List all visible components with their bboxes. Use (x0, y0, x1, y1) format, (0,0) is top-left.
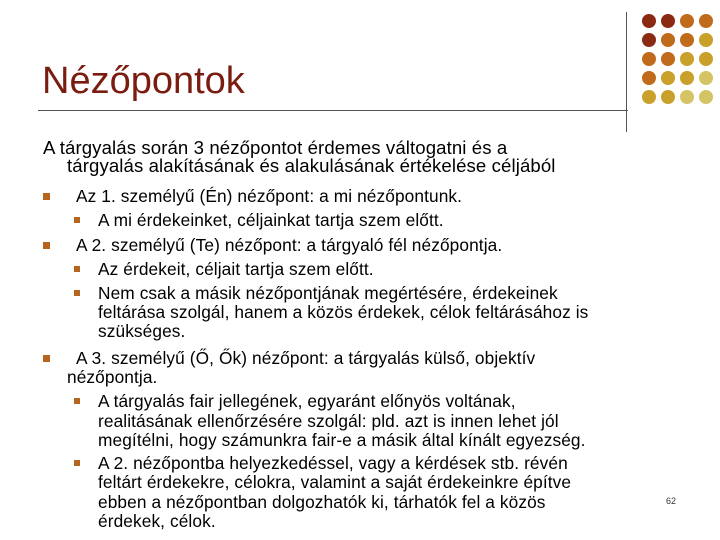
list-item-text: A 2. személyű (Te) nézőpont: a tárgyaló fél nézőpontja. (76, 235, 503, 255)
sub-list-item-text: szükséges. (98, 321, 186, 341)
sub-bullet-icon (74, 290, 80, 296)
sub-bullet-icon (74, 217, 80, 223)
intro-text-line: A tárgyalás során 3 nézőpontot érdemes váltogatni és a (43, 137, 508, 158)
sub-bullet-icon (74, 266, 80, 272)
sub-list-item-text: érdekek, célok. (98, 511, 216, 531)
slide-title: Nézőpontok (42, 60, 245, 102)
bullet-icon (43, 242, 50, 249)
bullet-icon (43, 355, 50, 362)
sub-list-item-text: A 2. nézőpontba helyezkedéssel, vagy a kérdések stb. révén (98, 453, 568, 473)
bullet-icon (43, 193, 50, 200)
sub-list-item-text: Az érdekeit, céljait tartja szem előtt. (98, 259, 374, 279)
sub-list-item-text: Nem csak a másik nézőpontjának megértésére, érdekeinek (98, 283, 558, 303)
sub-list-item-text: feltárása szolgál, hanem a közös érdekek, célok feltárásához is (98, 302, 589, 322)
sub-list-item-text: ebben a nézőpontban dolgozhatók ki, tárhatók fel a közös (98, 492, 546, 512)
sub-bullet-icon (74, 460, 80, 466)
sub-list-item-text: megítélni, hogy számunkra fair-e a másik által kínált egyezség. (98, 430, 586, 450)
sub-list-item-text: A mi érdekeinket, céljainkat tartja szem előtt. (98, 210, 444, 230)
sub-list-item-text: realitásának ellenőrzésére szolgál: pld. azt is innen lehet jól (98, 411, 559, 431)
sub-list-item-text: A tárgyalás fair jellegének, egyaránt előnyös voltának, (98, 391, 516, 411)
slide-number: 62 (666, 496, 677, 506)
list-item-text: nézőpontja. (67, 367, 158, 387)
list-item-text: Az 1. személyű (Én) nézőpont: a mi nézőpontunk. (76, 186, 463, 206)
intro-text-line: tárgyalás alakításának és alakulásának értékelése céljából (67, 155, 556, 176)
list-item-text: A 3. személyű (Ő, Ők) nézőpont: a tárgyalás külső, objektív (76, 348, 536, 368)
sub-bullet-icon (74, 398, 80, 404)
sub-list-item-text: feltárt érdekekre, célokra, valamint a saját érdekeinkre építve (98, 472, 572, 492)
